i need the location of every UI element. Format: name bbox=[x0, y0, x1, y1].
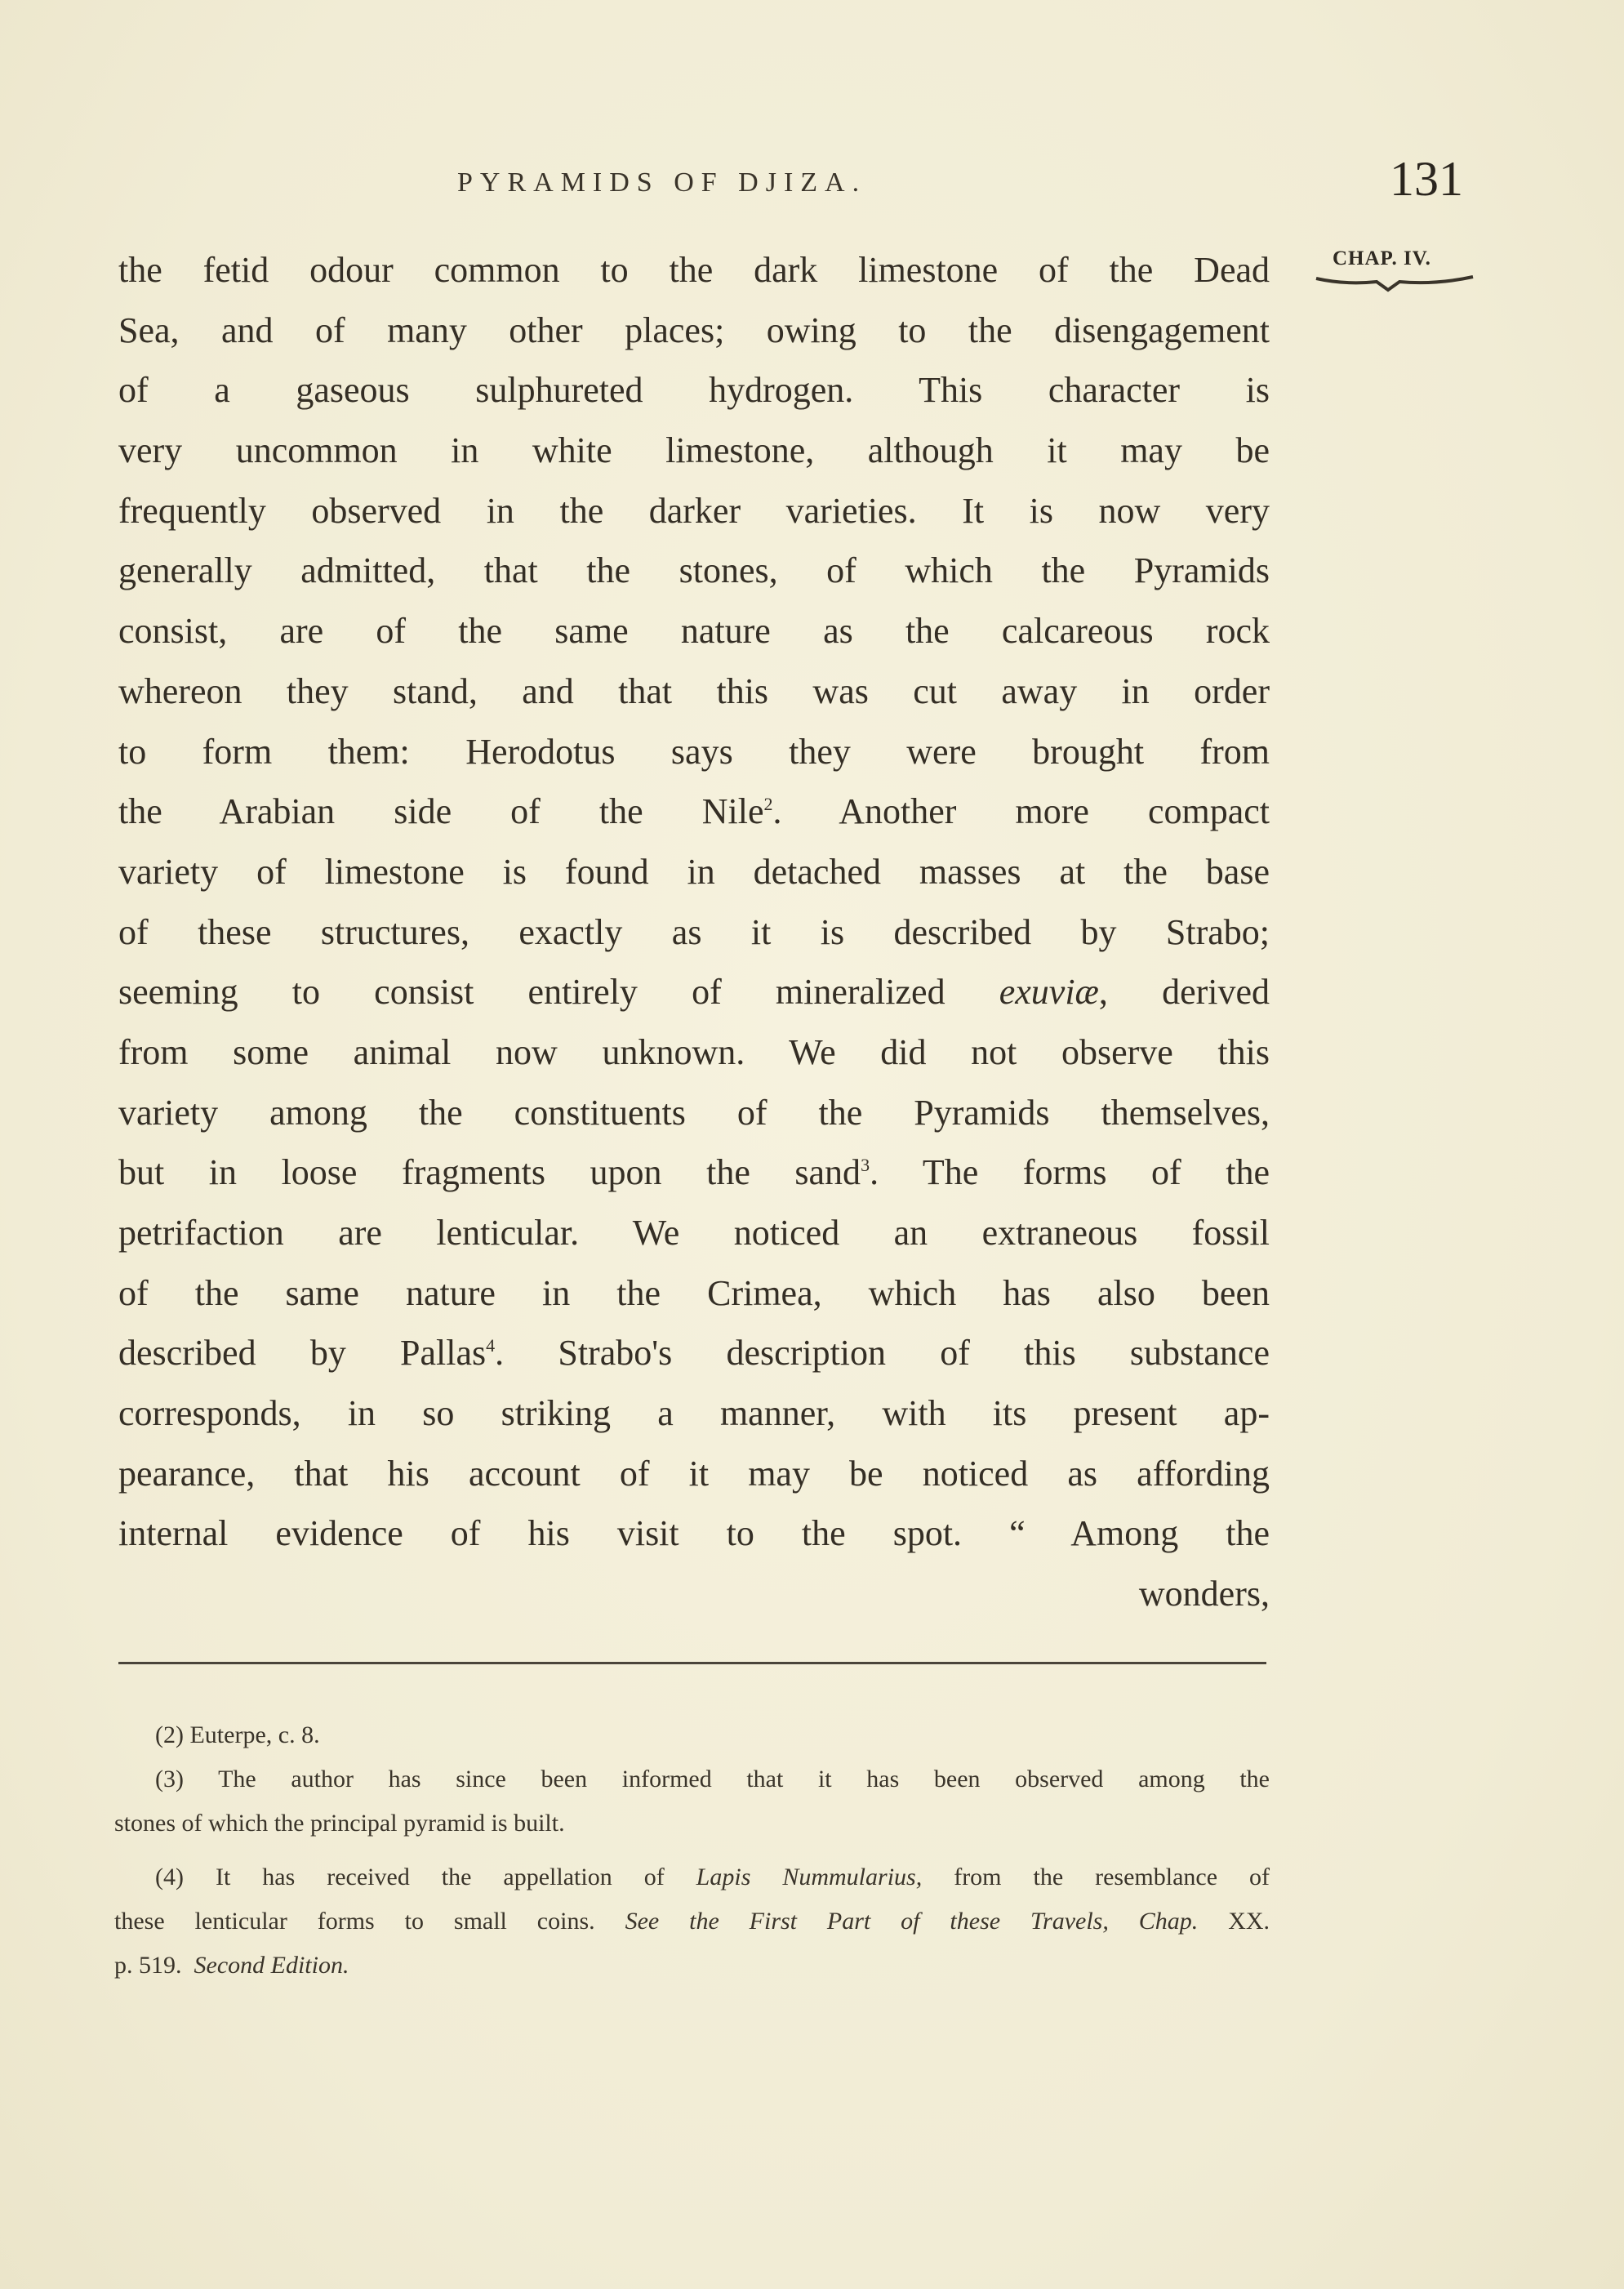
text-run: . Another more compact bbox=[772, 791, 1270, 832]
text-line bbox=[118, 1142, 1270, 1203]
footnote-divider bbox=[118, 1662, 1266, 1664]
body-text bbox=[118, 240, 1270, 1624]
italic-reference: See the First Part of these Travels, Chap. bbox=[625, 1908, 1199, 1935]
text-line: whereon they stand, and that this was cut away in order bbox=[118, 670, 1270, 711]
text-line: of a gaseous sulphureted hydrogen. This character is bbox=[118, 370, 1270, 411]
text-line: of the same nature in the Crimea, which has also been bbox=[118, 1272, 1270, 1313]
text-line: variety of limestone is found in detached masses at the base bbox=[118, 851, 1270, 892]
text-line: consist, are of the same nature as the calcareous rock bbox=[118, 611, 1270, 652]
catchword: wonders, bbox=[1138, 1574, 1270, 1614]
chapter-marginal-label: CHAP. IV. bbox=[1333, 247, 1431, 269]
footnote-ref-2: 2 bbox=[763, 794, 773, 815]
text-line: corresponds, in so striking a manner, with its present ap- bbox=[118, 1393, 1270, 1434]
text-line: of these structures, exactly as it is described by Strabo; bbox=[118, 911, 1270, 952]
text-run: these lenticular forms to small coins. bbox=[114, 1908, 595, 1935]
text-run: from the resemblance of bbox=[954, 1864, 1270, 1890]
text-line bbox=[118, 782, 1270, 842]
italic-reference: Second Edition. bbox=[194, 1952, 349, 1979]
page-number: 131 bbox=[1390, 152, 1463, 206]
text-run: but in loose fragments upon the sand bbox=[118, 1152, 861, 1193]
text-line: frequently observed in the darker varieties. It is now very bbox=[118, 490, 1270, 531]
footnote-3-line: stones of which the principal pyramid is built. bbox=[114, 1810, 565, 1837]
text-line: to form them: Herodotus says they were brought from bbox=[118, 731, 1270, 772]
text-line: generally admitted, that the stones, of which the Pyramids bbox=[118, 550, 1270, 591]
text-run: described by Pallas bbox=[118, 1333, 487, 1374]
footnote-4-line bbox=[114, 1899, 1270, 1944]
footnote-ref-3: 3 bbox=[861, 1155, 870, 1176]
chapter-label-flourish bbox=[1313, 275, 1476, 300]
text-run: . The forms of the bbox=[870, 1152, 1270, 1193]
text-line: pearance, that his account of it may be noticed as affording bbox=[118, 1453, 1270, 1494]
italic-term: Lapis Nummularius, bbox=[696, 1864, 923, 1890]
footnote-4-line bbox=[114, 1855, 1270, 1899]
text-run: p. 519. bbox=[114, 1952, 182, 1979]
text-run: XX. bbox=[1228, 1908, 1270, 1935]
text-line bbox=[118, 962, 1270, 1022]
text-line: Sea, and of many other places; owing to the disengagement bbox=[118, 310, 1270, 350]
text-run: (4) It has received the appellation of bbox=[155, 1864, 665, 1890]
footnote-4-line bbox=[114, 1944, 1270, 1988]
footnote-3-line: (3) The author has since been informed that it has been observed among the bbox=[155, 1766, 1270, 1792]
text-line: the fetid odour common to the dark limestone of the Dead bbox=[118, 250, 1270, 290]
text-run: seeming to consist entirely of mineralized bbox=[118, 972, 945, 1013]
text-line: from some animal now unknown. We did not observe this bbox=[118, 1031, 1270, 1072]
text-line: variety among the constituents of the Pyramids themselves, bbox=[118, 1092, 1270, 1133]
text-line: internal evidence of his visit to the spot. “ Among the bbox=[118, 1513, 1270, 1554]
footnote-2: (2) Euterpe, c. 8. bbox=[155, 1721, 320, 1748]
text-run: . Strabo's description of this substance bbox=[495, 1333, 1270, 1374]
text-run: the Arabian side of the Nile bbox=[118, 791, 764, 832]
text-line: very uncommon in white limestone, although it may be bbox=[118, 430, 1270, 471]
text-line: petrifaction are lenticular. We noticed an extraneous fossil bbox=[118, 1213, 1270, 1253]
text-line bbox=[118, 1323, 1270, 1383]
footnote-ref-4: 4 bbox=[486, 1335, 496, 1356]
running-title: PYRAMIDS OF DJIZA. bbox=[457, 167, 867, 198]
text-run: , derived bbox=[1098, 972, 1270, 1013]
footnotes bbox=[114, 1713, 1270, 1988]
italic-term: exuviæ bbox=[999, 972, 1099, 1013]
